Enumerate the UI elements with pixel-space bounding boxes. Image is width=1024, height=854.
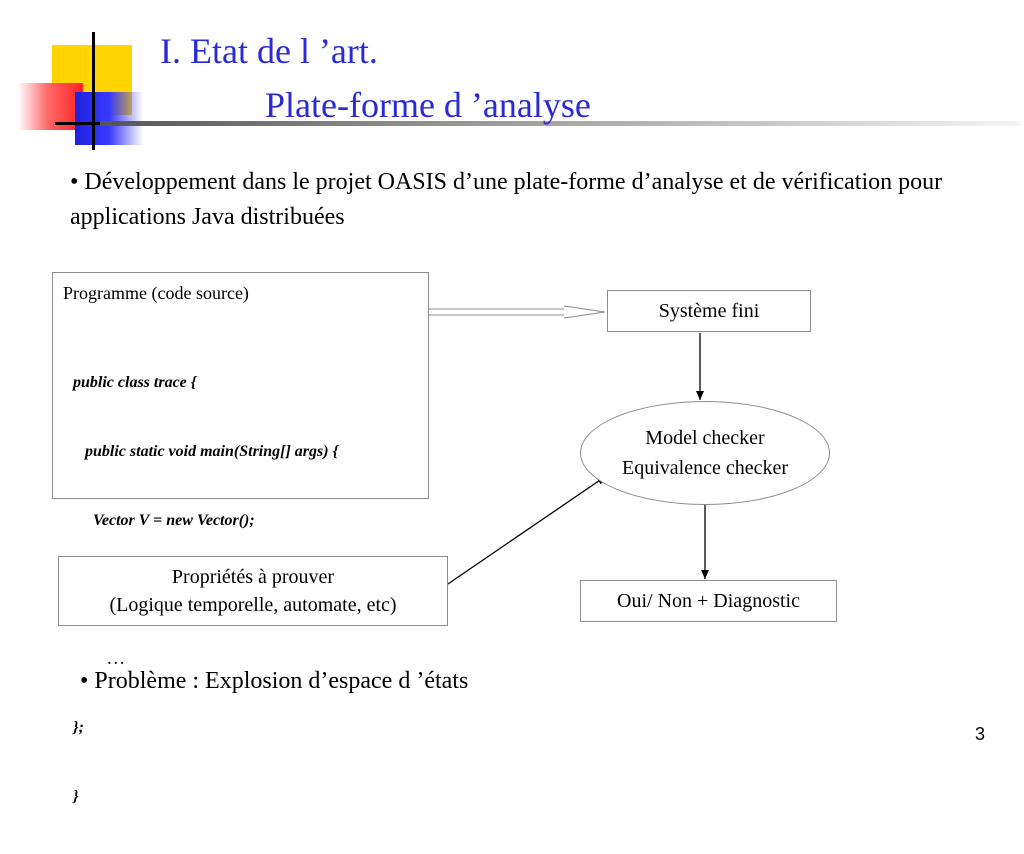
code-line: } bbox=[73, 788, 79, 805]
code-line: Vector V = new Vector(); bbox=[73, 512, 255, 529]
page-number: 3 bbox=[975, 724, 986, 744]
model-checker-label: Model checker bbox=[645, 427, 765, 449]
properties-title: Propriétés à prouver bbox=[171, 566, 335, 588]
properties-box bbox=[58, 556, 448, 626]
properties-detail: (Logique temporelle, automate, etc) bbox=[109, 594, 397, 616]
problem-bullet: • Problème : Explosion d’espace d ’états bbox=[80, 668, 469, 694]
slide-subtitle: Plate-forme d ’analyse bbox=[265, 85, 591, 125]
slide-title: I. Etat de l ’art. bbox=[160, 31, 378, 71]
program-to-system-arrow bbox=[429, 306, 605, 318]
code-line: }; bbox=[73, 719, 84, 736]
result-label: Oui/ Non + Diagnostic bbox=[617, 589, 800, 612]
properties-to-checker-arrow bbox=[445, 476, 606, 586]
intro-bullet: • Développement dans le projet OASIS d’une plate-forme d’analyse et de vérification pour applications Java distribuées bbox=[70, 169, 943, 230]
program-box-label: Programme (code source) bbox=[63, 283, 249, 303]
checker-ellipse bbox=[580, 401, 830, 505]
code-line: public class trace { bbox=[73, 374, 197, 391]
code-ellipsis: … bbox=[73, 648, 126, 669]
equivalence-checker-label: Equivalence checker bbox=[621, 457, 788, 479]
finite-system-box bbox=[607, 290, 811, 332]
code-line: public static void main(String[] args) { bbox=[73, 443, 339, 460]
result-box bbox=[580, 580, 837, 622]
finite-system-label: Système fini bbox=[658, 299, 760, 322]
